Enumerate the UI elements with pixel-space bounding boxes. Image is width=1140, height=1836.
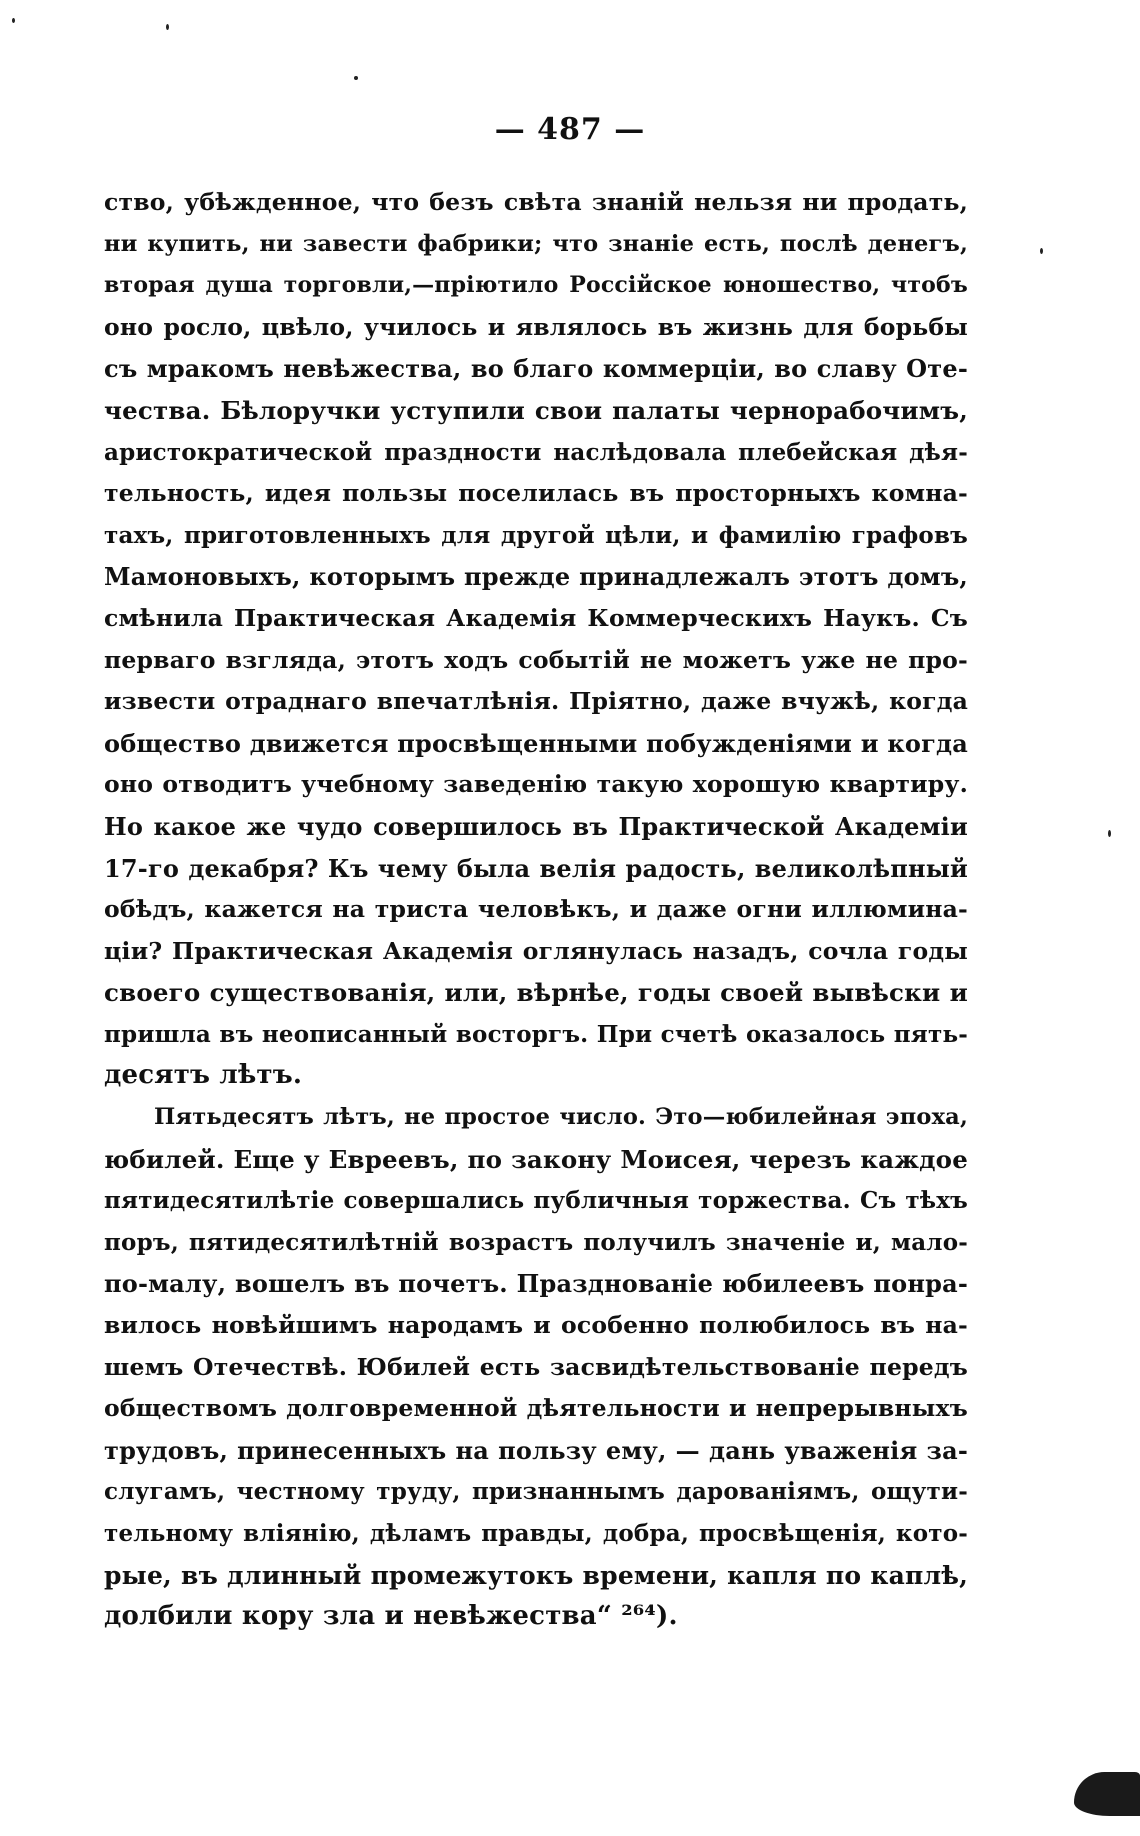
text-line: тельному вліянію, дѣламъ правды, добра, просвѣщенія, кото- [104,1520,968,1547]
text-line: вилось новѣйшимъ народамъ и особенно полюбилось въ на- [104,1311,968,1340]
text-line: общество движется просвѣщенными побужденіями и когда [104,728,968,758]
text-line: Пятьдесятъ лѣтъ, не простое число. Это—юбилейная эпоха, [154,1104,968,1131]
scan-speck [12,18,15,23]
text-line: Мамоновыхъ, которымъ прежде принадлежалъ этотъ домъ, [104,562,968,592]
text-line: ство, убѣжденное, что безъ свѣта знаній нельзя ни продать, [104,188,968,216]
scan-speck [1108,830,1111,837]
text-line: Но какое же чудо совершилось въ Практической Академіи [104,811,968,841]
text-line: по-малу, вошелъ въ почетъ. Празднованіе юбилеевъ понра- [104,1269,968,1299]
body-text [104,182,968,1638]
text-line: ни купить, ни завести фабрики; что знаніе есть, послѣ денегъ, [104,230,968,257]
text-line: тахъ, приготовленныхъ для другой цѣли, и фамилію графовъ [104,521,968,549]
page-number: — 487 — [494,112,646,147]
text-line: съ мракомъ невѣжества, во благо коммерціи, во славу Оте- [104,354,968,384]
text-line: извести отраднаго впечатлѣнія. Пріятно, даже вчужѣ, когда [104,687,968,716]
scan-speck [166,24,169,30]
text-line: обѣдъ, кажется на триста человѣкъ, и даже огни иллюмина- [104,895,968,924]
text-line: тельность, идея пользы поселилась въ просторныхъ комна- [104,479,968,508]
text-line: своего существованія, или, вѣрнѣе, годы своей вывѣски и [104,978,968,1008]
text-line: пришла въ неописанный восторгъ. При счетѣ оказалось пять- [104,1020,968,1048]
text-line: пятидесятилѣтіе совершались публичныя торжества. Съ тѣхъ [104,1187,968,1215]
text-line: 17-го декабря? Къ чему была велія радость, великолѣпный [104,853,968,883]
text-line: перваго взгляда, этотъ ходъ событій не можетъ уже не про- [104,645,968,674]
scan-speck [1040,248,1043,254]
text-line: оно отводитъ учебному заведенію такую хорошую квартиру. [104,770,968,799]
text-line: оно росло, цвѣло, училось и являлось въ жизнь для борьбы [104,312,968,341]
text-line: обществомъ долговременной дѣятельности и непрерывныхъ [104,1394,968,1423]
text-line: чества. Бѣлоручки уступили свои палаты чернорабочимъ, [104,395,968,425]
paragraph [104,182,968,1097]
text-line: десятъ лѣтъ. [104,1060,303,1091]
paragraph [104,1097,968,1638]
scan-speck [354,76,358,80]
text-line: трудовъ, принесенныхъ на пользу ему, — дань уваженія за- [104,1435,968,1465]
text-line: аристократической праздности наслѣдовала плебейская дѣя- [104,438,968,466]
text-line: слугамъ, честному труду, признаннымъ дарованіямъ, ощути- [104,1478,968,1506]
text-line: шемъ Отечествѣ. Юбилей есть засвидѣтельствованіе передъ [104,1352,968,1381]
text-line: смѣнила Практическая Академія Коммерческихъ Наукъ. Съ [104,603,968,632]
text-line: рые, въ длинный промежутокъ времени, капля по каплѣ, [104,1560,968,1590]
text-line: ціи? Практическая Академія оглянулась назадъ, сочла годы [104,936,968,965]
text-line: поръ, пятидесятилѣтній возрастъ получилъ значеніе и, мало- [104,1228,968,1256]
text-line: юбилей. Еще у Евреевъ, по закону Моисея, черезъ каждое [104,1144,968,1174]
scan-ink-blot [1074,1772,1140,1816]
text-line: вторая душа торговли,—пріютило Россійское юношество, чтобъ [104,272,968,299]
text-line: долбили кору зла и невѣжества“ ²⁶⁴). [104,1601,678,1632]
